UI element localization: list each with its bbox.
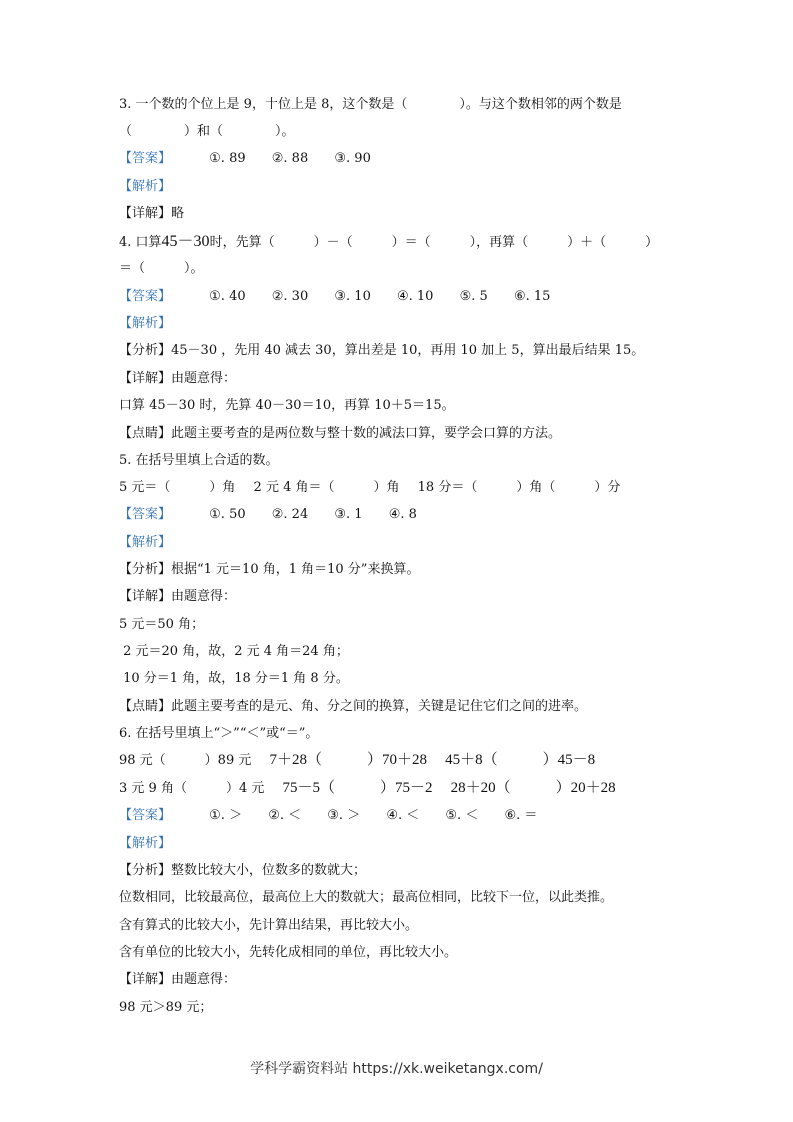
answer-item: ①. 40 — [209, 289, 246, 304]
q5-detail-head: 【详解】由题意得： — [119, 589, 237, 604]
q6-analysis-line: 位数相同，比较最高位，最高位上大的数就大；最高位相同，比较下一位，以此类推。 — [119, 890, 614, 905]
q5-items — [119, 474, 733, 501]
q6-analysis-line: 含有单位的比较大小，先转化成相同的单位，再比较大小。 — [119, 945, 458, 960]
analysis-tag: 【解析】 — [119, 535, 172, 550]
q4-stem-line2: ＝（ ）。 — [119, 261, 204, 276]
answer-item: ②. 88 — [271, 151, 309, 166]
answer-item: ⑤. 5 — [459, 289, 488, 304]
q5-title: 5. 在括号里填上合适的数。 — [119, 453, 279, 468]
answer-tag: 【答案】 — [119, 808, 172, 823]
q6-item: 45＋8（ ）45－8 — [445, 752, 596, 768]
answer-tag: 【答案】 — [119, 151, 172, 166]
answer-item: ①. ＞ — [209, 808, 243, 823]
answer-item: ①. 50 — [209, 507, 246, 522]
answer-item: ③. 1 — [334, 507, 363, 522]
q6-item: 98 元（ ）89 元 — [119, 753, 252, 768]
q3-answer-line — [119, 145, 733, 172]
answer-item: ③. ＞ — [327, 808, 361, 823]
q6-item: 3 元 9 角（ ）4 元 — [119, 781, 265, 796]
answer-tag: 【答案】 — [119, 507, 172, 522]
q6-detail-line: 98 元＞89 元； — [119, 1000, 213, 1015]
q4-stem-prefix: 4. 口算 — [119, 235, 162, 250]
answer-item: ②. 24 — [271, 507, 309, 522]
q5-detail-line: 2 元＝20 角，故，2 元 4 角＝24 角； — [119, 644, 349, 659]
q6-item: 7＋28（ ）70＋28 — [269, 752, 428, 768]
q6-row2 — [119, 775, 733, 802]
q3-detail: 【详解】略 — [119, 206, 185, 221]
q6-item: 28＋20（ ）20＋28 — [450, 780, 616, 796]
answer-item: ②. ＜ — [268, 808, 302, 823]
q4-expression: 45－30 — [161, 233, 210, 250]
q6-row1 — [119, 747, 733, 774]
q6-title: 6. 在括号里填上“＞”“＜”或“＝”。 — [119, 726, 319, 741]
q5-detail-line: 10 分＝1 角，故，18 分＝1 角 8 分。 — [119, 671, 349, 686]
answer-item: ②. 30 — [271, 289, 309, 304]
q5-answer-line — [119, 501, 733, 528]
analysis-tag: 【解析】 — [119, 316, 172, 331]
q4-detail-head: 【详解】由题意得： — [119, 371, 237, 386]
answer-item: ④. 8 — [388, 507, 417, 522]
q4-answer-line — [119, 283, 733, 310]
analysis-tag: 【解析】 — [119, 179, 172, 194]
answer-item: ⑥. ＝ — [504, 808, 538, 823]
q6-detail-head: 【详解】由题意得： — [119, 972, 237, 987]
q4-remark: 【点睛】此题主要考查的是两位数与整十数的减法口算，要学会口算的方法。 — [119, 426, 562, 441]
q4-stem-line1 — [119, 228, 733, 255]
answer-item: ④. ＜ — [386, 808, 420, 823]
q5-item: 18 分＝（ ）角（ ）分 — [417, 480, 621, 495]
answer-item: ⑥. 15 — [513, 289, 551, 304]
q6-item: 75－5（ ）75－2 — [282, 780, 433, 796]
q5-remark: 【点睛】此题主要考查的是元、角、分之间的换算，关键是记住它们之间的进率。 — [119, 699, 588, 714]
answer-tag: 【答案】 — [119, 289, 172, 304]
q4-analysis: 【分析】45－30 ，先用 40 减去 30，算出差是 10，再用 10 加上 5，算出最后结果 15。 — [119, 343, 645, 358]
answer-item: ③. 10 — [334, 289, 371, 304]
page-footer-source: 学科学霸资料站 https://xk.weiketangx.com/ — [250, 1061, 543, 1077]
q4-stem-suffix: 时，先算（ ）－（ ）＝（ ），再算（ ）＋（ ） — [209, 235, 659, 250]
q5-item: 5 元＝（ ）角 — [119, 480, 236, 495]
answer-item: ③. 90 — [334, 151, 371, 166]
q3-stem-line1: 3. 一个数的个位上是 9，十位上是 8，这个数是（ ）。与这个数相邻的两个数是 — [119, 97, 622, 112]
answer-item: ④. 10 — [396, 289, 434, 304]
q6-analysis-line: 含有算式的比较大小，先计算出结果，再比较大小。 — [119, 918, 419, 933]
q5-analysis: 【分析】根据“1 元＝10 角，1 角＝10 分”来换算。 — [119, 562, 420, 577]
answer-item: ①. 89 — [209, 151, 246, 166]
q5-detail-line: 5 元＝50 角； — [119, 617, 205, 632]
answer-item: ⑤. ＜ — [445, 808, 479, 823]
analysis-tag: 【解析】 — [119, 836, 172, 851]
q6-answer-line — [119, 802, 733, 829]
q6-analysis-line: 【分析】整数比较大小，位数多的数就大； — [119, 863, 367, 878]
q3-stem-line2: （ ）和（ ）。 — [119, 124, 295, 139]
q4-detail-body: 口算 45－30 时，先算 40－30＝10，再算 10＋5＝15。 — [119, 398, 455, 413]
q5-item: 2 元 4 角＝（ ）角 — [253, 480, 400, 495]
